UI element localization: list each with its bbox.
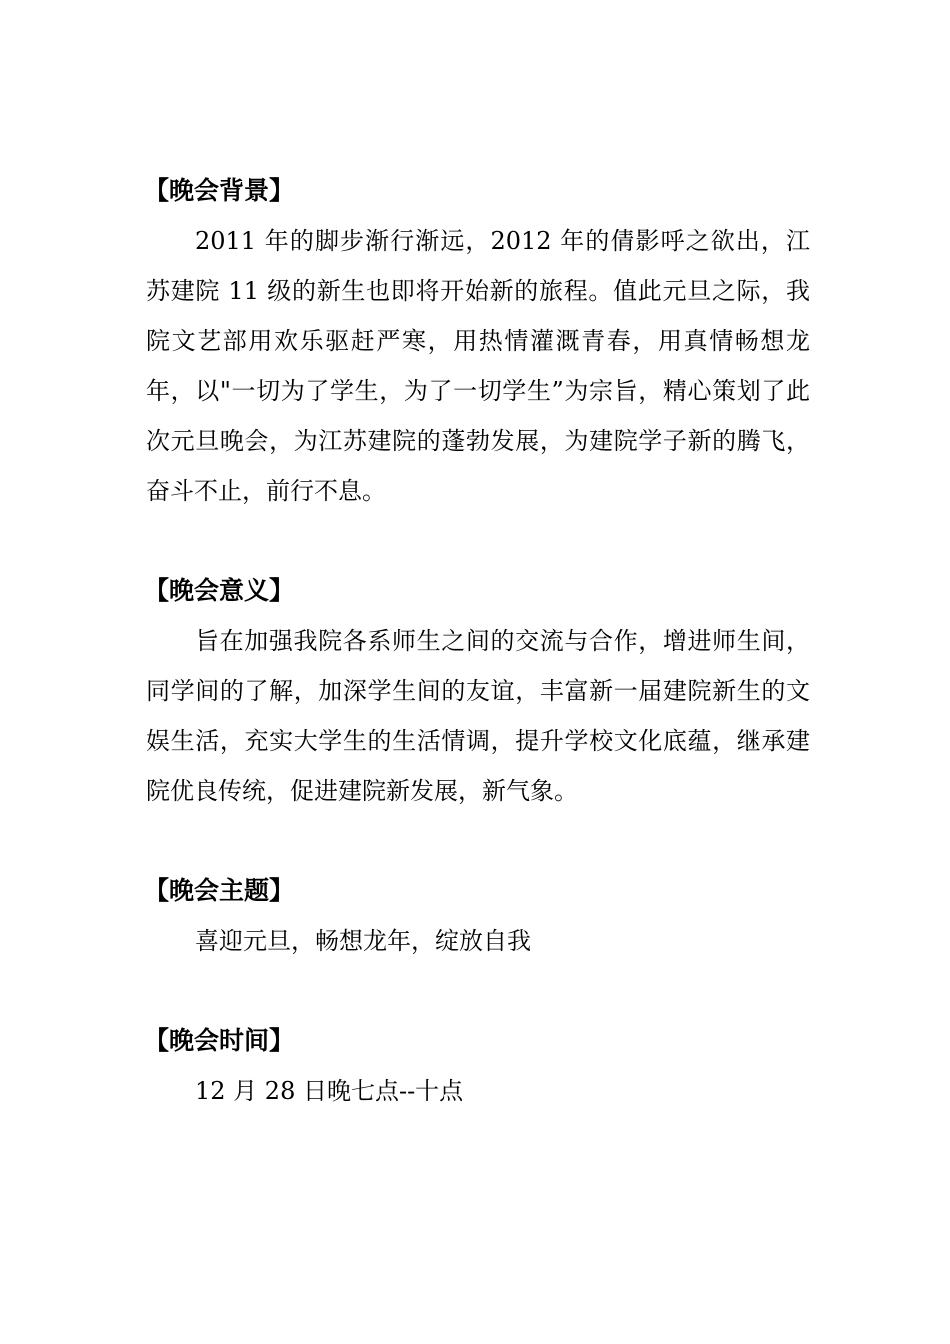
section-gap — [146, 966, 810, 1016]
section-gap — [146, 816, 810, 866]
section-theme — [146, 866, 810, 966]
section-heading: 【晚会时间】 — [144, 1026, 295, 1055]
document-page — [146, 166, 810, 1116]
section-heading: 【晚会意义】 — [144, 576, 295, 605]
section-time — [146, 1016, 810, 1116]
section-heading: 【晚会背景】 — [144, 176, 295, 205]
section-background — [146, 166, 810, 516]
section-heading: 【晚会主题】 — [144, 876, 295, 905]
section-body: 12 月 28 日晚七点--十点 — [195, 1077, 464, 1105]
section-gap — [146, 516, 810, 566]
section-body: 旨在加强我院各系师生之间的交流与合作，增进师生间，同学间的了解，加深学生间的友谊，丰富新一届建院新生的文娱生活，充实大学生的生活情调，提升学校文化底蕴，继承建院优良传统，促进建院新发展，新气象。 — [146, 627, 810, 805]
section-body: 喜迎元旦，畅想龙年，绽放自我 — [195, 927, 531, 955]
section-body: 2011 年的脚步渐行渐远，2012 年的倩影呼之欲出，江苏建院 11 级的新生也即将开始新的旅程。值此元旦之际，我院文艺部用欢乐驱赶严寒，用热情灌溉青春，用真情畅想龙年，以"一切为了学生，为了一切学生”为宗旨，精心策划了此次元旦晚会，为江苏建院的蓬勃发展，为建院学子新的腾飞，奋斗不止，前行不息。 — [146, 227, 810, 505]
section-significance — [146, 566, 810, 816]
